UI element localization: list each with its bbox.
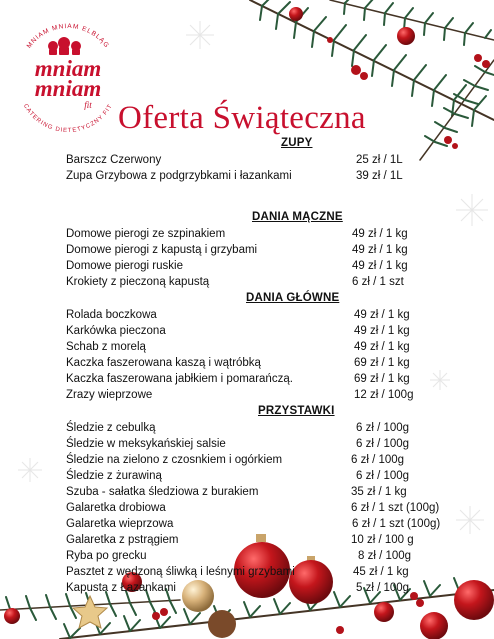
item-price: 6 zł / 1 szt (100g) <box>352 518 441 530</box>
item-price: 49 zł / 1 kg <box>354 309 410 321</box>
item-price: 8 zł / 100g <box>358 550 412 562</box>
item-price: 69 zł / 1 kg <box>354 357 410 369</box>
item-price: 6 zł / 100g <box>356 470 410 482</box>
menu-item <box>66 355 416 371</box>
item-price: 69 zł / 1 kg <box>354 373 410 385</box>
item-price: 49 zł / 1 kg <box>352 244 408 256</box>
brand-logo <box>8 16 128 136</box>
item-name: Ryba po grecku <box>66 550 147 562</box>
section-heading-dania-glowne: DANIA GŁÓWNE <box>246 292 340 304</box>
item-price: 6 zł / 100g <box>356 422 410 434</box>
item-price: 12 zł / 100g <box>354 389 414 401</box>
item-price: 6 zł / 100g <box>351 454 405 466</box>
menu-item <box>66 258 416 274</box>
menu-item <box>66 436 416 452</box>
item-price: 39 zł / 1L <box>356 170 403 182</box>
menu-item <box>66 420 416 436</box>
item-price: 5 zł / 100g <box>356 582 410 594</box>
page-title: Oferta Świąteczna <box>118 100 366 136</box>
item-name: Kaczka faszerowana kaszą i wątróbką <box>66 357 261 369</box>
section-heading-dania-maczne: DANIA MĄCZNE <box>252 211 343 223</box>
menu-item <box>66 532 416 548</box>
menu-item <box>66 484 416 500</box>
logo-line2: mniam <box>34 76 102 101</box>
item-name: Śledzie z cebulką <box>66 422 156 434</box>
menu-item <box>66 548 416 564</box>
item-price: 49 zł / 1 kg <box>352 260 408 272</box>
item-name: Domowe pierogi ze szpinakiem <box>66 228 226 240</box>
item-name: Śledzie w meksykańskiej salsie <box>66 438 226 450</box>
item-price: 35 zł / 1 kg <box>351 486 407 498</box>
item-price: 6 zł / 100g <box>356 438 410 450</box>
star-icon <box>73 596 107 628</box>
logo-arc-text: MNIAM MNIAM ELBLĄG <box>25 22 111 50</box>
item-name: Domowe pierogi ruskie <box>66 260 183 272</box>
menu-item <box>66 307 416 323</box>
item-name: Domowe pierogi z kapustą i grzybami <box>66 244 258 256</box>
item-price: 6 zł / 1 szt (100g) <box>351 502 440 514</box>
item-price: 6 zł / 1 szt <box>352 276 404 288</box>
item-name: Rolada boczkowa <box>66 309 157 321</box>
item-name: Galaretka wieprzowa <box>66 518 174 530</box>
logo-line1: mniam <box>34 56 102 81</box>
item-name: Kaczka faszerowana jabłkiem i pomarańczą. <box>66 373 293 385</box>
menu-item <box>66 152 416 168</box>
menu-item <box>66 580 416 596</box>
menu-item <box>66 242 416 258</box>
item-name: Krokiety z pieczoną kapustą <box>66 276 210 288</box>
item-price: 25 zł / 1L <box>356 154 403 166</box>
item-price: 49 zł / 1 kg <box>354 341 410 353</box>
menu-item <box>66 274 416 290</box>
menu-item <box>66 323 416 339</box>
item-name: Zupa Grzybowa z podgrzybkami i łazankami <box>66 170 292 182</box>
menu-item <box>66 564 416 580</box>
menu-item <box>66 387 416 403</box>
menu-item <box>66 516 441 532</box>
item-price: 10 zł / 100 g <box>351 534 414 546</box>
menu-item <box>66 468 416 484</box>
menu-list <box>66 135 441 596</box>
menu-item <box>66 500 440 516</box>
logo-bottom-arc: CATERING DIETETYCZNY FIT <box>21 103 115 135</box>
item-price: 45 zł / 1 kg <box>353 566 409 578</box>
item-name: Pasztet z wędzoną śliwką i leśnymi grzybami <box>66 566 295 578</box>
item-name: Galaretka drobiowa <box>66 502 166 514</box>
menu-item <box>66 452 416 468</box>
item-price: 49 zł / 1 kg <box>354 325 410 337</box>
menu-item <box>66 339 416 355</box>
item-name: Zrazy wieprzowe <box>66 389 153 401</box>
item-name: Galaretka z pstrągiem <box>66 534 179 546</box>
item-name: Schab z morelą <box>66 341 146 353</box>
item-name: Śledzie z żurawiną <box>66 470 162 482</box>
menu-item <box>66 226 416 242</box>
item-price: 49 zł / 1 kg <box>352 228 408 240</box>
menu-item <box>66 371 416 387</box>
item-name: Szuba - sałatka śledziowa z burakiem <box>66 486 259 498</box>
logo-tag: fit <box>84 100 92 110</box>
section-heading-zupy: ZUPY <box>281 137 313 149</box>
item-name: Śledzie na zielono z czosnkiem i ogórkiem <box>66 454 283 466</box>
chef-hats-icon <box>48 37 81 55</box>
section-heading-przystawki: PRZYSTAWKI <box>258 405 335 417</box>
item-name: Karkówka pieczona <box>66 325 166 337</box>
item-name: Barszcz Czerwony <box>66 154 162 166</box>
item-name: Kapusta z Łazankami <box>66 582 176 594</box>
menu-item <box>66 168 416 184</box>
